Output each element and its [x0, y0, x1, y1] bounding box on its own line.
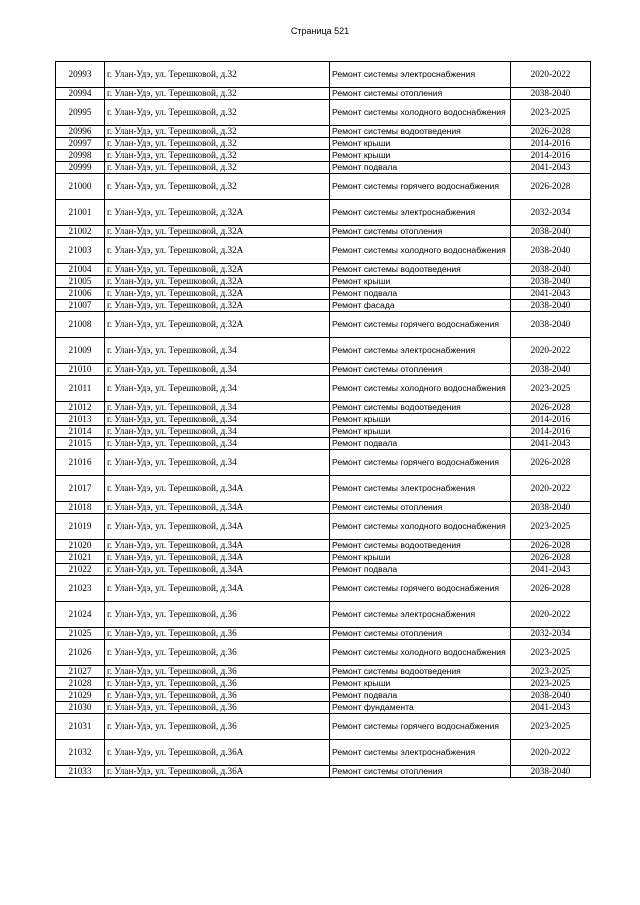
row-number-cell: 21004 — [56, 264, 105, 276]
table-row — [56, 312, 591, 338]
address-cell: г. Улан-Удэ, ул. Терешковой, д.36 — [105, 640, 330, 666]
table-row — [56, 540, 591, 552]
address-cell: г. Улан-Удэ, ул. Терешковой, д.34 — [105, 338, 330, 364]
years-cell: 2026-2028 — [511, 126, 591, 138]
work-type-cell: Ремонт системы отопления — [330, 226, 511, 238]
address-cell: г. Улан-Удэ, ул. Терешковой, д.36 — [105, 702, 330, 714]
row-number-cell: 21028 — [56, 678, 105, 690]
row-number-cell: 21002 — [56, 226, 105, 238]
table-row — [56, 690, 591, 702]
years-cell: 2041-2043 — [511, 702, 591, 714]
row-number-cell: 20999 — [56, 162, 105, 174]
row-number-cell: 21016 — [56, 450, 105, 476]
table-row — [56, 426, 591, 438]
work-type-cell: Ремонт подвала — [330, 564, 511, 576]
row-number-cell: 21022 — [56, 564, 105, 576]
years-cell: 2038-2040 — [511, 312, 591, 338]
row-number-cell: 21030 — [56, 702, 105, 714]
address-cell: г. Улан-Удэ, ул. Терешковой, д.36 — [105, 666, 330, 678]
row-number-cell: 21023 — [56, 576, 105, 602]
years-cell: 2026-2028 — [511, 576, 591, 602]
address-cell: г. Улан-Удэ, ул. Терешковой, д.34А — [105, 540, 330, 552]
years-cell: 2020-2022 — [511, 338, 591, 364]
table-row — [56, 576, 591, 602]
table-row — [56, 62, 591, 88]
address-cell: г. Улан-Удэ, ул. Терешковой, д.32 — [105, 62, 330, 88]
table-row — [56, 766, 591, 778]
years-cell: 2041-2043 — [511, 564, 591, 576]
row-number-cell: 20997 — [56, 138, 105, 150]
table-row — [56, 438, 591, 450]
work-type-cell: Ремонт системы водоотведения — [330, 540, 511, 552]
work-type-cell: Ремонт системы электроснабжения — [330, 740, 511, 766]
address-cell: г. Улан-Удэ, ул. Терешковой, д.34 — [105, 376, 330, 402]
table-row — [56, 126, 591, 138]
work-type-cell: Ремонт подвала — [330, 288, 511, 300]
years-cell: 2023-2025 — [511, 100, 591, 126]
address-cell: г. Улан-Удэ, ул. Терешковой, д.34 — [105, 450, 330, 476]
table-row — [56, 640, 591, 666]
row-number-cell: 21027 — [56, 666, 105, 678]
table-row — [56, 714, 591, 740]
table-row — [56, 300, 591, 312]
work-type-cell: Ремонт системы отопления — [330, 88, 511, 100]
address-cell: г. Улан-Удэ, ул. Терешковой, д.32 — [105, 150, 330, 162]
years-cell: 2023-2025 — [511, 376, 591, 402]
work-type-cell: Ремонт фундамента — [330, 702, 511, 714]
years-cell: 2038-2040 — [511, 300, 591, 312]
work-type-cell: Ремонт системы холодного водоснабжения — [330, 376, 511, 402]
row-number-cell: 21006 — [56, 288, 105, 300]
work-type-cell: Ремонт подвала — [330, 438, 511, 450]
table-row — [56, 100, 591, 126]
table-row — [56, 476, 591, 502]
work-type-cell: Ремонт подвала — [330, 690, 511, 702]
table-row — [56, 564, 591, 576]
years-cell: 2020-2022 — [511, 476, 591, 502]
address-cell: г. Улан-Удэ, ул. Терешковой, д.34А — [105, 476, 330, 502]
years-cell: 2041-2043 — [511, 162, 591, 174]
row-number-cell: 21011 — [56, 376, 105, 402]
years-cell: 2020-2022 — [511, 62, 591, 88]
table-row — [56, 364, 591, 376]
table-row — [56, 628, 591, 640]
address-cell: г. Улан-Удэ, ул. Терешковой, д.34А — [105, 552, 330, 564]
table-row — [56, 414, 591, 426]
row-number-cell: 21012 — [56, 402, 105, 414]
address-cell: г. Улан-Удэ, ул. Терешковой, д.32 — [105, 126, 330, 138]
row-number-cell: 21008 — [56, 312, 105, 338]
table-row — [56, 200, 591, 226]
work-type-cell: Ремонт фасада — [330, 300, 511, 312]
address-cell: г. Улан-Удэ, ул. Терешковой, д.34А — [105, 502, 330, 514]
work-type-cell: Ремонт системы электроснабжения — [330, 476, 511, 502]
work-type-cell: Ремонт системы отопления — [330, 364, 511, 376]
work-type-cell: Ремонт системы холодного водоснабжения — [330, 238, 511, 264]
work-type-cell: Ремонт системы водоотведения — [330, 666, 511, 678]
work-type-cell: Ремонт системы электроснабжения — [330, 62, 511, 88]
repair-schedule-table — [55, 61, 591, 778]
work-type-cell: Ремонт системы водоотведения — [330, 264, 511, 276]
address-cell: г. Улан-Удэ, ул. Терешковой, д.32 — [105, 100, 330, 126]
table-row — [56, 502, 591, 514]
years-cell: 2038-2040 — [511, 502, 591, 514]
work-type-cell: Ремонт системы горячего водоснабжения — [330, 714, 511, 740]
table-row — [56, 402, 591, 414]
table-row — [56, 226, 591, 238]
row-number-cell: 21020 — [56, 540, 105, 552]
address-cell: г. Улан-Удэ, ул. Терешковой, д.34 — [105, 402, 330, 414]
row-number-cell: 21017 — [56, 476, 105, 502]
years-cell: 2041-2043 — [511, 288, 591, 300]
address-cell: г. Улан-Удэ, ул. Терешковой, д.32 — [105, 138, 330, 150]
row-number-cell: 20996 — [56, 126, 105, 138]
work-type-cell: Ремонт системы холодного водоснабжения — [330, 100, 511, 126]
work-type-cell: Ремонт крыши — [330, 138, 511, 150]
years-cell: 2026-2028 — [511, 450, 591, 476]
work-type-cell: Ремонт системы электроснабжения — [330, 602, 511, 628]
table-row — [56, 162, 591, 174]
address-cell: г. Улан-Удэ, ул. Терешковой, д.32А — [105, 264, 330, 276]
address-cell: г. Улан-Удэ, ул. Терешковой, д.34 — [105, 414, 330, 426]
address-cell: г. Улан-Удэ, ул. Терешковой, д.34А — [105, 514, 330, 540]
table-row — [56, 276, 591, 288]
work-type-cell: Ремонт системы горячего водоснабжения — [330, 174, 511, 200]
years-cell: 2026-2028 — [511, 174, 591, 200]
years-cell: 2026-2028 — [511, 552, 591, 564]
years-cell: 2038-2040 — [511, 88, 591, 100]
row-number-cell: 21009 — [56, 338, 105, 364]
row-number-cell: 21013 — [56, 414, 105, 426]
work-type-cell: Ремонт системы холодного водоснабжения — [330, 640, 511, 666]
row-number-cell: 20998 — [56, 150, 105, 162]
work-type-cell: Ремонт системы холодного водоснабжения — [330, 514, 511, 540]
row-number-cell: 21025 — [56, 628, 105, 640]
years-cell: 2026-2028 — [511, 402, 591, 414]
address-cell: г. Улан-Удэ, ул. Терешковой, д.32А — [105, 312, 330, 338]
work-type-cell: Ремонт системы отопления — [330, 628, 511, 640]
address-cell: г. Улан-Удэ, ул. Терешковой, д.32 — [105, 88, 330, 100]
row-number-cell: 21021 — [56, 552, 105, 564]
address-cell: г. Улан-Удэ, ул. Терешковой, д.34 — [105, 438, 330, 450]
table-row — [56, 552, 591, 564]
table-row — [56, 376, 591, 402]
years-cell: 2020-2022 — [511, 740, 591, 766]
address-cell: г. Улан-Удэ, ул. Терешковой, д.36 — [105, 678, 330, 690]
table-row — [56, 666, 591, 678]
row-number-cell: 21032 — [56, 740, 105, 766]
address-cell: г. Улан-Удэ, ул. Терешковой, д.32 — [105, 174, 330, 200]
work-type-cell: Ремонт системы отопления — [330, 502, 511, 514]
row-number-cell: 21010 — [56, 364, 105, 376]
years-cell: 2023-2025 — [511, 714, 591, 740]
row-number-cell: 21005 — [56, 276, 105, 288]
table-row — [56, 740, 591, 766]
row-number-cell: 20994 — [56, 88, 105, 100]
row-number-cell: 21026 — [56, 640, 105, 666]
years-cell: 2038-2040 — [511, 264, 591, 276]
work-type-cell: Ремонт крыши — [330, 678, 511, 690]
address-cell: г. Улан-Удэ, ул. Терешковой, д.36А — [105, 766, 330, 778]
row-number-cell: 21033 — [56, 766, 105, 778]
work-type-cell: Ремонт крыши — [330, 276, 511, 288]
row-number-cell: 21003 — [56, 238, 105, 264]
years-cell: 2038-2040 — [511, 238, 591, 264]
row-number-cell: 20993 — [56, 62, 105, 88]
years-cell: 2038-2040 — [511, 690, 591, 702]
table-row — [56, 174, 591, 200]
years-cell: 2014-2016 — [511, 150, 591, 162]
row-number-cell: 21019 — [56, 514, 105, 540]
years-cell: 2023-2025 — [511, 666, 591, 678]
work-type-cell: Ремонт системы горячего водоснабжения — [330, 312, 511, 338]
years-cell: 2014-2016 — [511, 138, 591, 150]
years-cell: 2023-2025 — [511, 514, 591, 540]
work-type-cell: Ремонт системы горячего водоснабжения — [330, 576, 511, 602]
address-cell: г. Улан-Удэ, ул. Терешковой, д.32А — [105, 200, 330, 226]
years-cell: 2020-2022 — [511, 602, 591, 628]
table-row — [56, 602, 591, 628]
row-number-cell: 21001 — [56, 200, 105, 226]
address-cell: г. Улан-Удэ, ул. Терешковой, д.32А — [105, 300, 330, 312]
row-number-cell: 21014 — [56, 426, 105, 438]
table-row — [56, 288, 591, 300]
table-row — [56, 514, 591, 540]
table-row — [56, 88, 591, 100]
years-cell: 2038-2040 — [511, 276, 591, 288]
table-row — [56, 264, 591, 276]
work-type-cell: Ремонт системы горячего водоснабжения — [330, 450, 511, 476]
address-cell: г. Улан-Удэ, ул. Терешковой, д.32А — [105, 238, 330, 264]
table-row — [56, 150, 591, 162]
work-type-cell: Ремонт системы водоотведения — [330, 402, 511, 414]
address-cell: г. Улан-Удэ, ул. Терешковой, д.32А — [105, 288, 330, 300]
row-number-cell: 21029 — [56, 690, 105, 702]
address-cell: г. Улан-Удэ, ул. Терешковой, д.36А — [105, 740, 330, 766]
work-type-cell: Ремонт подвала — [330, 162, 511, 174]
work-type-cell: Ремонт системы отопления — [330, 766, 511, 778]
table-row — [56, 678, 591, 690]
table-row — [56, 238, 591, 264]
years-cell: 2038-2040 — [511, 226, 591, 238]
table-row — [56, 138, 591, 150]
work-type-cell: Ремонт системы водоотведения — [330, 126, 511, 138]
years-cell: 2038-2040 — [511, 364, 591, 376]
work-type-cell: Ремонт крыши — [330, 552, 511, 564]
table-row — [56, 450, 591, 476]
row-number-cell: 21018 — [56, 502, 105, 514]
years-cell: 2014-2016 — [511, 414, 591, 426]
address-cell: г. Улан-Удэ, ул. Терешковой, д.34 — [105, 364, 330, 376]
years-cell: 2026-2028 — [511, 540, 591, 552]
address-cell: г. Улан-Удэ, ул. Терешковой, д.34А — [105, 576, 330, 602]
address-cell: г. Улан-Удэ, ул. Терешковой, д.34А — [105, 564, 330, 576]
work-type-cell: Ремонт системы электроснабжения — [330, 338, 511, 364]
years-cell: 2032-2034 — [511, 200, 591, 226]
years-cell: 2041-2043 — [511, 438, 591, 450]
row-number-cell: 21007 — [56, 300, 105, 312]
address-cell: г. Улан-Удэ, ул. Терешковой, д.36 — [105, 690, 330, 702]
table-row — [56, 338, 591, 364]
row-number-cell: 21024 — [56, 602, 105, 628]
page-header: Страница 521 — [290, 26, 350, 36]
address-cell: г. Улан-Удэ, ул. Терешковой, д.32А — [105, 276, 330, 288]
work-type-cell: Ремонт крыши — [330, 414, 511, 426]
address-cell: г. Улан-Удэ, ул. Терешковой, д.36 — [105, 602, 330, 628]
years-cell: 2032-2034 — [511, 628, 591, 640]
address-cell: г. Улан-Удэ, ул. Терешковой, д.36 — [105, 714, 330, 740]
address-cell: г. Улан-Удэ, ул. Терешковой, д.32 — [105, 162, 330, 174]
row-number-cell: 21031 — [56, 714, 105, 740]
row-number-cell: 20995 — [56, 100, 105, 126]
table-body — [56, 62, 591, 778]
row-number-cell: 21015 — [56, 438, 105, 450]
years-cell: 2023-2025 — [511, 640, 591, 666]
address-cell: г. Улан-Удэ, ул. Терешковой, д.34 — [105, 426, 330, 438]
years-cell: 2023-2025 — [511, 678, 591, 690]
row-number-cell: 21000 — [56, 174, 105, 200]
table-row — [56, 702, 591, 714]
address-cell: г. Улан-Удэ, ул. Терешковой, д.32А — [105, 226, 330, 238]
years-cell: 2014-2016 — [511, 426, 591, 438]
work-type-cell: Ремонт крыши — [330, 426, 511, 438]
years-cell: 2038-2040 — [511, 766, 591, 778]
work-type-cell: Ремонт крыши — [330, 150, 511, 162]
work-type-cell: Ремонт системы электроснабжения — [330, 200, 511, 226]
address-cell: г. Улан-Удэ, ул. Терешковой, д.36 — [105, 628, 330, 640]
